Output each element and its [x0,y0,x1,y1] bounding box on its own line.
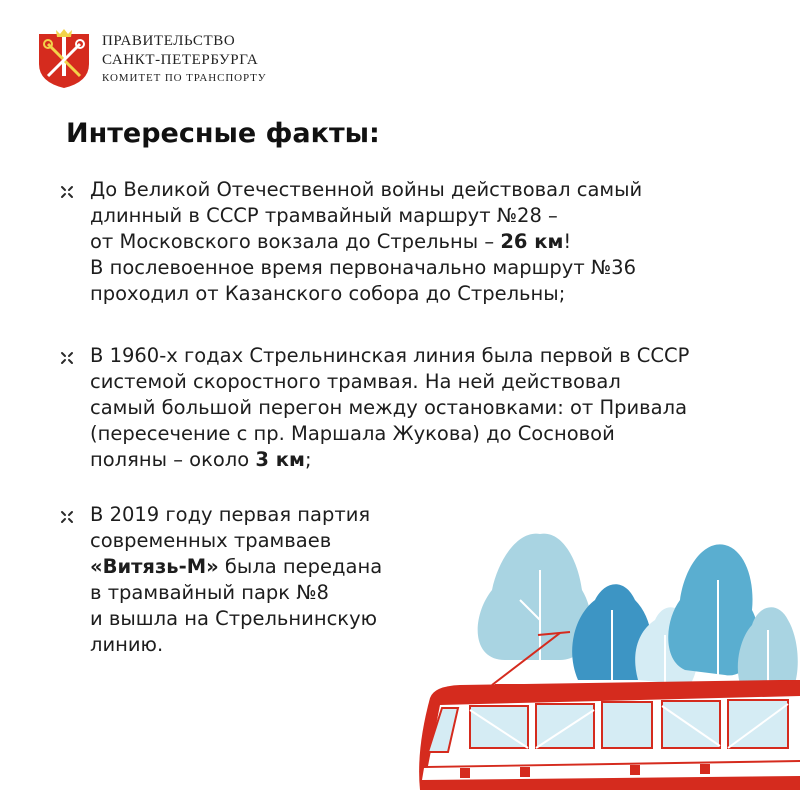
tram-icon [419,680,800,790]
fact-line: и вышла на Стрельнинскую [90,607,378,630]
fact-text [90,502,382,658]
org-line-2: САНКТ-ПЕТЕРБУРГА [102,52,259,68]
page-title: Интересные факты: [66,118,380,149]
fact-highlight: 3 км [255,448,305,471]
fact-text [90,177,642,307]
tram-illustration [400,520,800,800]
fact-line: линию. [90,633,164,656]
fact-highlight: 26 км [500,230,564,253]
fact-line: (пересечение с пр. Маршала Жукова) до Сосновой [90,422,615,445]
fact-line-text: была передана [218,555,383,578]
fact-item-2 [60,343,689,473]
fact-item-1 [60,177,642,307]
fact-line: длинный в СССР трамвайный маршрут №28 – [90,204,558,227]
org-name [102,32,266,84]
fact-line-text: ; [304,448,312,471]
org-line-1: ПРАВИТЕЛЬСТВО [102,33,236,49]
org-line-3: КОМИТЕТ ПО ТРАНСПОРТУ [102,72,267,84]
fact-highlight: «Витязь-М» [90,555,219,578]
fact-line [90,554,382,580]
fact-line: проходил от Казанского собора до Стрельны; [90,282,566,305]
cross-bullet-icon [60,177,90,307]
fact-line: системой скоростного трамвая. На ней действовал [90,370,621,393]
fact-line: В 1960-х годах Стрельнинская линия была первой в СССР [90,344,690,367]
cross-bullet-icon [60,343,90,473]
header [36,28,266,90]
fact-line-text: ! [563,230,572,253]
fact-line: В послевоенное время первоначально маршрут №36 [90,256,636,279]
fact-line-text: поляны – около [90,448,256,471]
fact-line: современных трамваев [90,529,332,552]
fact-item-3 [60,502,382,658]
fact-text [90,343,689,473]
fact-line: в трамвайный парк №8 [90,581,329,604]
spb-coat-of-arms-icon [36,28,92,90]
fact-line [90,447,689,473]
cross-bullet-icon [60,502,90,658]
fact-line [90,229,642,255]
fact-line: До Великой Отечественной войны действовал самый [90,178,643,201]
fact-line: самый большой перегон между остановками: от Привала [90,396,688,419]
fact-line-text: от Московского вокзала до Стрельны – [90,230,501,253]
fact-line: В 2019 году первая партия [90,503,371,526]
